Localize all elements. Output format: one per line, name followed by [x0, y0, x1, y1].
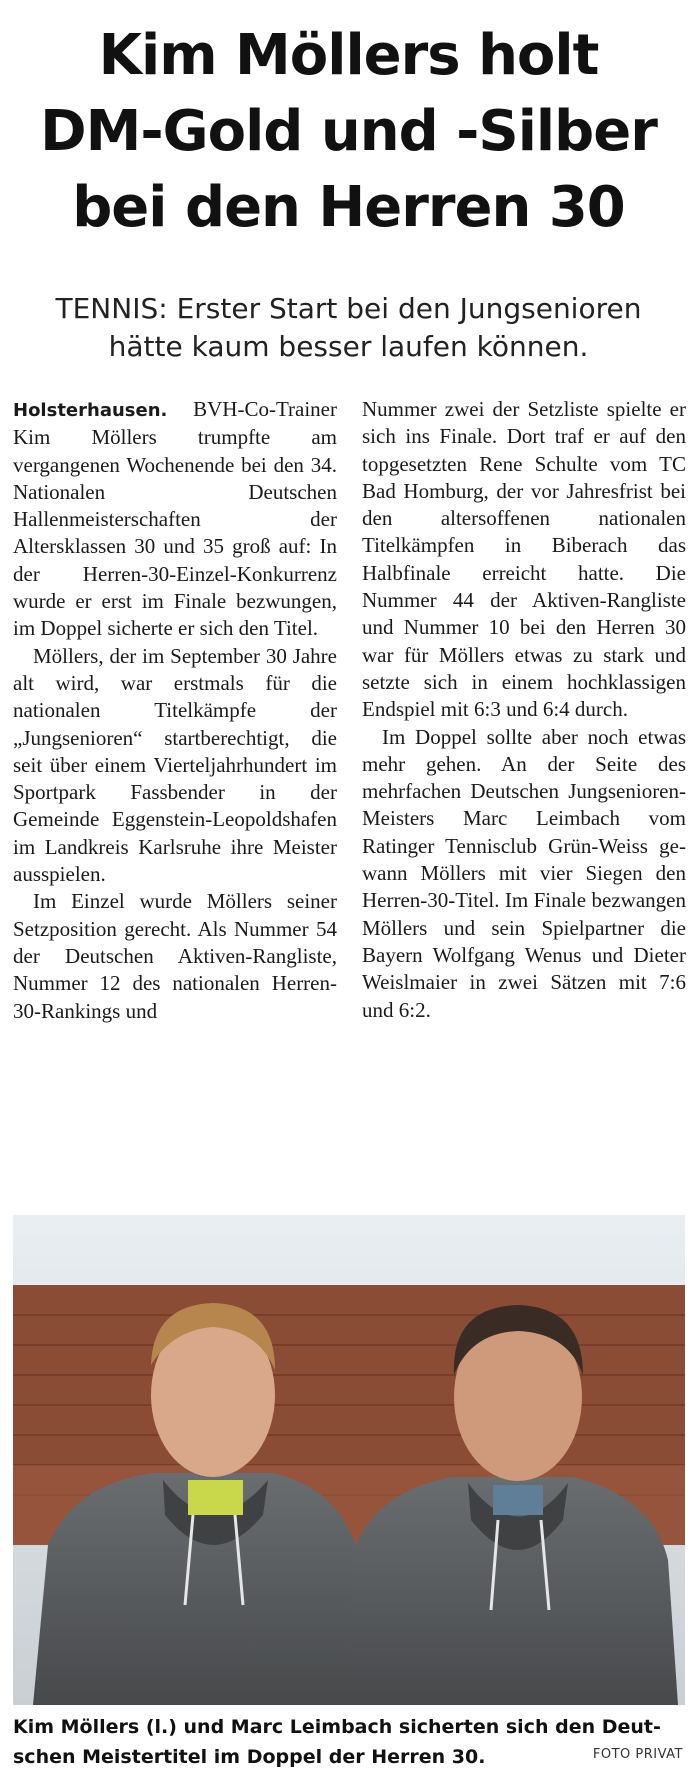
article-paragraph-3-continued: Nummer zwei der Setzliste spielte er sich ins Finale. Dort traf er auf den topgesetzten Rene Schulte vom TC Bad Homburg, der vor Jahresfrist bei den altersoffenen nationalen Titelkämpfen in Biberach das Halbfinale erreicht hatte. Die Nummer 44 der Aktiven-Rangliste und Nummer 10 bei den Herren 30 war für Möllers etwas zu stark und setzte sich in einem hochklassigen Endspiel mit 6:3 und 6:4 durch. — [362, 397, 686, 722]
subheadline-line-1: TENNIS: Erster Start bei den Jungsenioren — [55, 292, 642, 325]
players-photo-illustration — [13, 1215, 685, 1705]
photo-caption-line-1: Kim Möllers (l.) und Marc Leimbach sicherten sich den Deut- — [13, 1716, 661, 1738]
photo-caption-line-2: schen Meistertitel im Doppel der Herren 30. — [13, 1746, 486, 1768]
article-paragraph-1 — [13, 396, 337, 643]
headline — [0, 18, 697, 246]
headline-line-1: Kim Möllers holt — [98, 23, 599, 88]
article-photo — [13, 1215, 685, 1705]
subheadline-line-2: hätte kaum besser laufen können. — [108, 330, 589, 363]
photo-credit: FOTO PRIVAT — [592, 1747, 683, 1762]
article-column-right — [362, 396, 686, 1024]
dateline: Holsterhausen. — [13, 400, 168, 421]
subheadline — [0, 290, 697, 366]
article-paragraph-3-start: Im Einzel wurde Möllers seiner Setzposition gerecht. Als Nummer 54 der Deutschen Aktiven-Rangliste, Nummer 12 des nationalen Herren-30-Rankings und — [13, 889, 337, 1023]
photo-caption — [13, 1712, 685, 1772]
article-column-left — [13, 396, 337, 1025]
headline-line-3: bei den Herren 30 — [72, 175, 625, 240]
article-paragraph-1-text: BVH-Co-Trainer Kim Möllers trumpfte am vergangenen Wochenende bei den 34. Nationalen Deutschen Hallenmeisterschaften der Altersklassen 30 und 35 groß auf: In der Herren-30-Einzel-Konkurrenz wurde er erst im Finale bezwungen, im Doppel sicherte er sich den Titel. — [13, 397, 337, 641]
article-paragraph-2: Möllers, der im September 30 Jahre alt wird, war erstmals für die nationalen Titelkämpfe der „Jungsenioren“ startberechtigt, die seit über einem Vierteljahrhundert im Sportpark Fassbender in der Gemeinde Eggenstein-Leopoldshafen im Landkreis Karlsruhe ihre Meister ausspielen. — [13, 643, 337, 887]
headline-line-2: DM-Gold und -Silber — [40, 99, 657, 164]
article-paragraph-4: Im Doppel sollte aber noch etwas mehr gehen. An der Seite des mehrfachen Deutschen Jungsenioren-Meisters Marc Leimbach vom Ratinger Tennisclub Grün-Weiss gewann Möllers mit vier Siegen den Herren-30-Titel. Im Finale bezwangen Möllers und sein Spielpartner die Bayern Wolfgang Wenus und Dieter Weislmaier in zwei Sätzen mit 7:6 und 6:2. — [362, 724, 686, 1022]
